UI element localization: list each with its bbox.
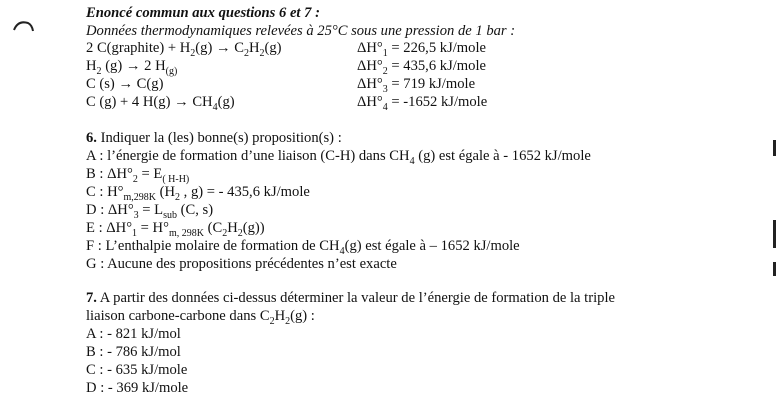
scan-edge-mark [773,140,776,156]
arrow-icon: → [125,58,141,74]
corner-mark-icon [12,18,36,40]
q7-option-c: C : - 635 kJ/mole [86,362,188,378]
q6-option-d: D : $\Delta H^\circ_3 = L_{sub}$ (C, s) [86,202,214,221]
q7-option-d: D : - 369 kJ/mole [86,380,189,396]
q6-option-a: A : l’énergie de formation d’une liaison (C-H) dans $CH_4$ (g) est égale à - 1652 kJ/mole [86,148,591,167]
q6-option-c: C : $H^\circ_{m,298K}$ ($H_2$ , g) = - 435,6 kJ/mole [86,184,310,203]
enthalpy-value-2: $\Delta H^\circ_2 = 435,6$ kJ/mole [357,58,486,77]
q6-option-f: F : L’enthalpie molaire de formation de $CH_4(g)$ est égale à – 1652 kJ/mole [86,238,520,257]
question-7-prompt: 7. A partir des données ci-dessus déterminer la valeur de l’énergie de formation de la triple [86,290,615,306]
statement-title: Enoncé commun aux questions 6 et 7 : [86,5,320,21]
equation-row-2: $H_2$ (g) → 2 $H_{(g)}$ [86,58,178,77]
equation-row-3: C (s) → C(g) [86,76,164,92]
arrow-icon: → [215,40,231,56]
enthalpy-value-4: $\Delta H^\circ_4 = -1652$ kJ/mole [357,94,488,113]
enthalpy-value-3: $\Delta H^\circ_3 = 719$ kJ/mole [357,76,476,95]
statement-intro: Données thermodynamiques relevées à 25°C sous une pression de 1 bar : [86,23,516,39]
q7-option-a: A : - 821 kJ/mol [86,326,181,342]
scan-edge-mark [773,262,776,276]
arrow-icon: → [118,76,134,92]
question-7-prompt-line2: liaison carbone-carbone dans $C_2H_2(g)$ : [86,308,315,327]
q6-option-g: G : Aucune des propositions précédentes n’est exacte [86,256,397,272]
q7-option-b: B : - 786 kJ/mol [86,344,181,360]
scan-edge-mark [773,220,776,248]
equation-row-4: C (g) + 4 $H(g) \to CH_4(g)$ [86,94,235,113]
enthalpy-value-1: $\Delta H^\circ_1 = 226,5$ kJ/mole [357,40,486,59]
q6-option-b: B : $\Delta H^\circ_2 = E_{( H-H)}$ [86,166,190,185]
q6-option-e: E : $\Delta H^\circ_1 = H^\circ_{m, 298K}$ $(C_2H_2(g))$ [86,220,265,239]
question-6-prompt: 6. Indiquer la (les) bonne(s) proposition(s) : [86,130,342,146]
arrow-icon: → [174,94,189,110]
equation-row-1: 2 C(graphite) + $H_2(g) \to C_2H_2(g)$ [86,40,282,59]
